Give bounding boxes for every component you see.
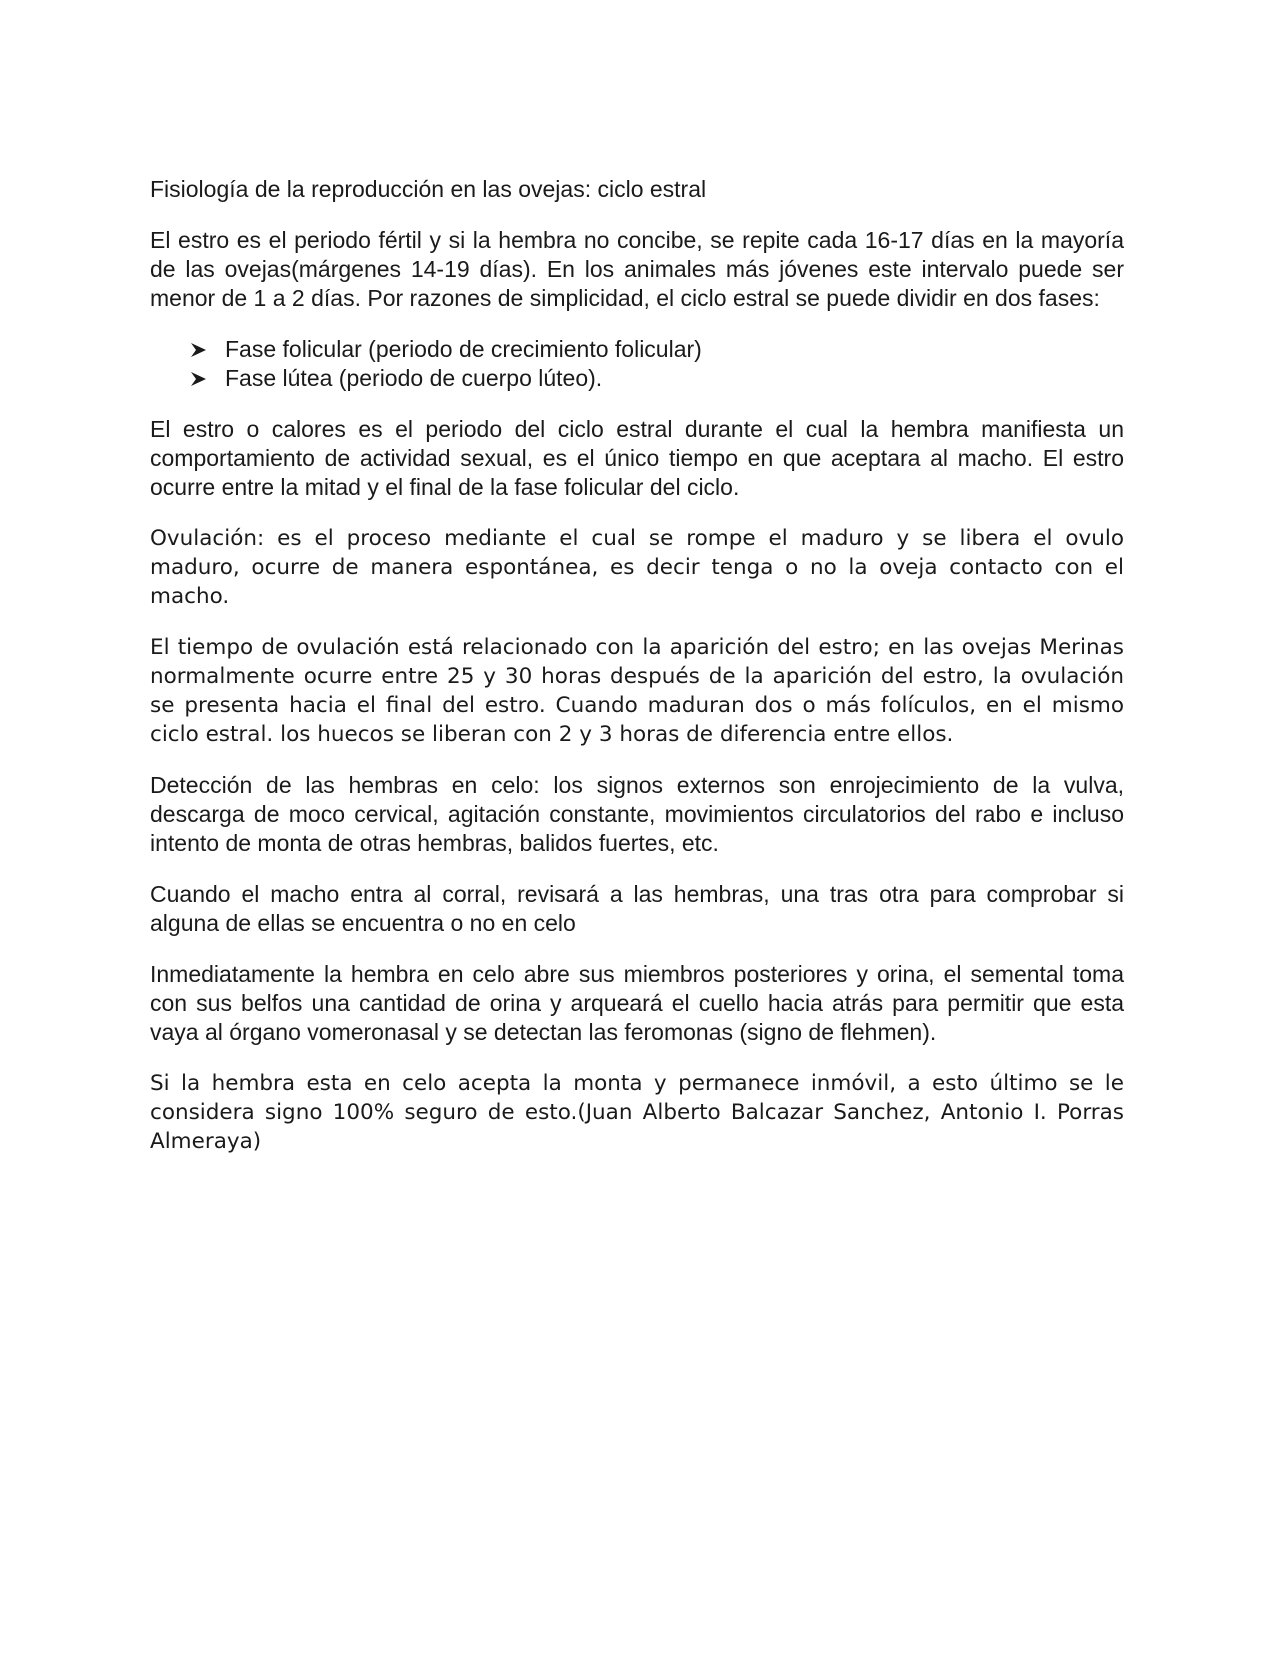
list-item-fase-lutea [190, 364, 1124, 393]
paragraph-inmediatamente: Inmediatamente la hembra en celo abre sus miembros posteriores y orina, el semental toma con sus belfos una cantidad de orina y arqueará el cuello hacia atrás para permitir que esta vaya al órgano vomeronasal y se detectan las feromonas (signo de flehmen). [150, 961, 1124, 1045]
document-body [150, 175, 1124, 1178]
arrowhead-bullet-icon [190, 343, 206, 357]
paragraph-macho-corral: Cuando el macho entra al corral, revisará a las hembras, una tras otra para comprobar si alguna de ellas se encuentra o no en celo [150, 881, 1124, 936]
list-item-text: Fase folicular (periodo de crecimiento folicular) [225, 336, 702, 362]
arrowhead-bullet-icon [190, 372, 206, 386]
paragraph-deteccion-celo: Detección de las hembras en celo: los signos externos son enrojecimiento de la vulva, descarga de moco cervical, agitación constante, movimientos circulatorios del rabo e incluso intento de monta de otras hembras, balidos fuertes, etc. [150, 772, 1124, 856]
paragraph-estro-periodo: El estro es el periodo fértil y si la hembra no concibe, se repite cada 16-17 días en la mayoría de las ovejas(márgenes 14-19 días). En los animales más jóvenes este intervalo puede ser menor de 1 a 2 días. Por razones de simplicidad, el ciclo estral se puede dividir en dos fases: [150, 227, 1124, 311]
paragraph-ovulacion: Ovulación: es el proceso mediante el cual se rompe el maduro y se libera el ovulo maduro, ocurre de manera espontánea, es decir tenga o no la oveja contacto con el macho. [150, 526, 1124, 609]
paragraph-tiempo-ovulacion: El tiempo de ovulación está relacionado con la aparición del estro; en las ovejas Merinas normalmente ocurre entre 25 y 30 horas después de la aparición del estro, la ovulación se presenta hacia el final del estro. Cuando maduran dos o más folículos, en el mismo ciclo estral. los huecos se liberan con 2 y 3 horas de diferencia entre ellos. [150, 635, 1124, 747]
document-title: Fisiología de la reproducción en las ovejas: ciclo estral [150, 176, 707, 202]
phase-list [150, 335, 1124, 393]
list-item-text: Fase lútea (periodo de cuerpo lúteo). [225, 365, 603, 391]
list-item-fase-folicular [190, 335, 1124, 364]
paragraph-estro-calores: El estro o calores es el periodo del ciclo estral durante el cual la hembra manifiesta un comportamiento de actividad sexual, es el único tiempo en que aceptara al macho. El estro ocurre entre la mitad y el final de la fase folicular del ciclo. [150, 416, 1124, 500]
paragraph-monta-citation: Si la hembra esta en celo acepta la monta y permanece inmóvil, a esto último se le considera signo 100% seguro de esto.(Juan Alberto Balcazar Sanchez, Antonio I. Porras Almeraya) [150, 1071, 1124, 1154]
